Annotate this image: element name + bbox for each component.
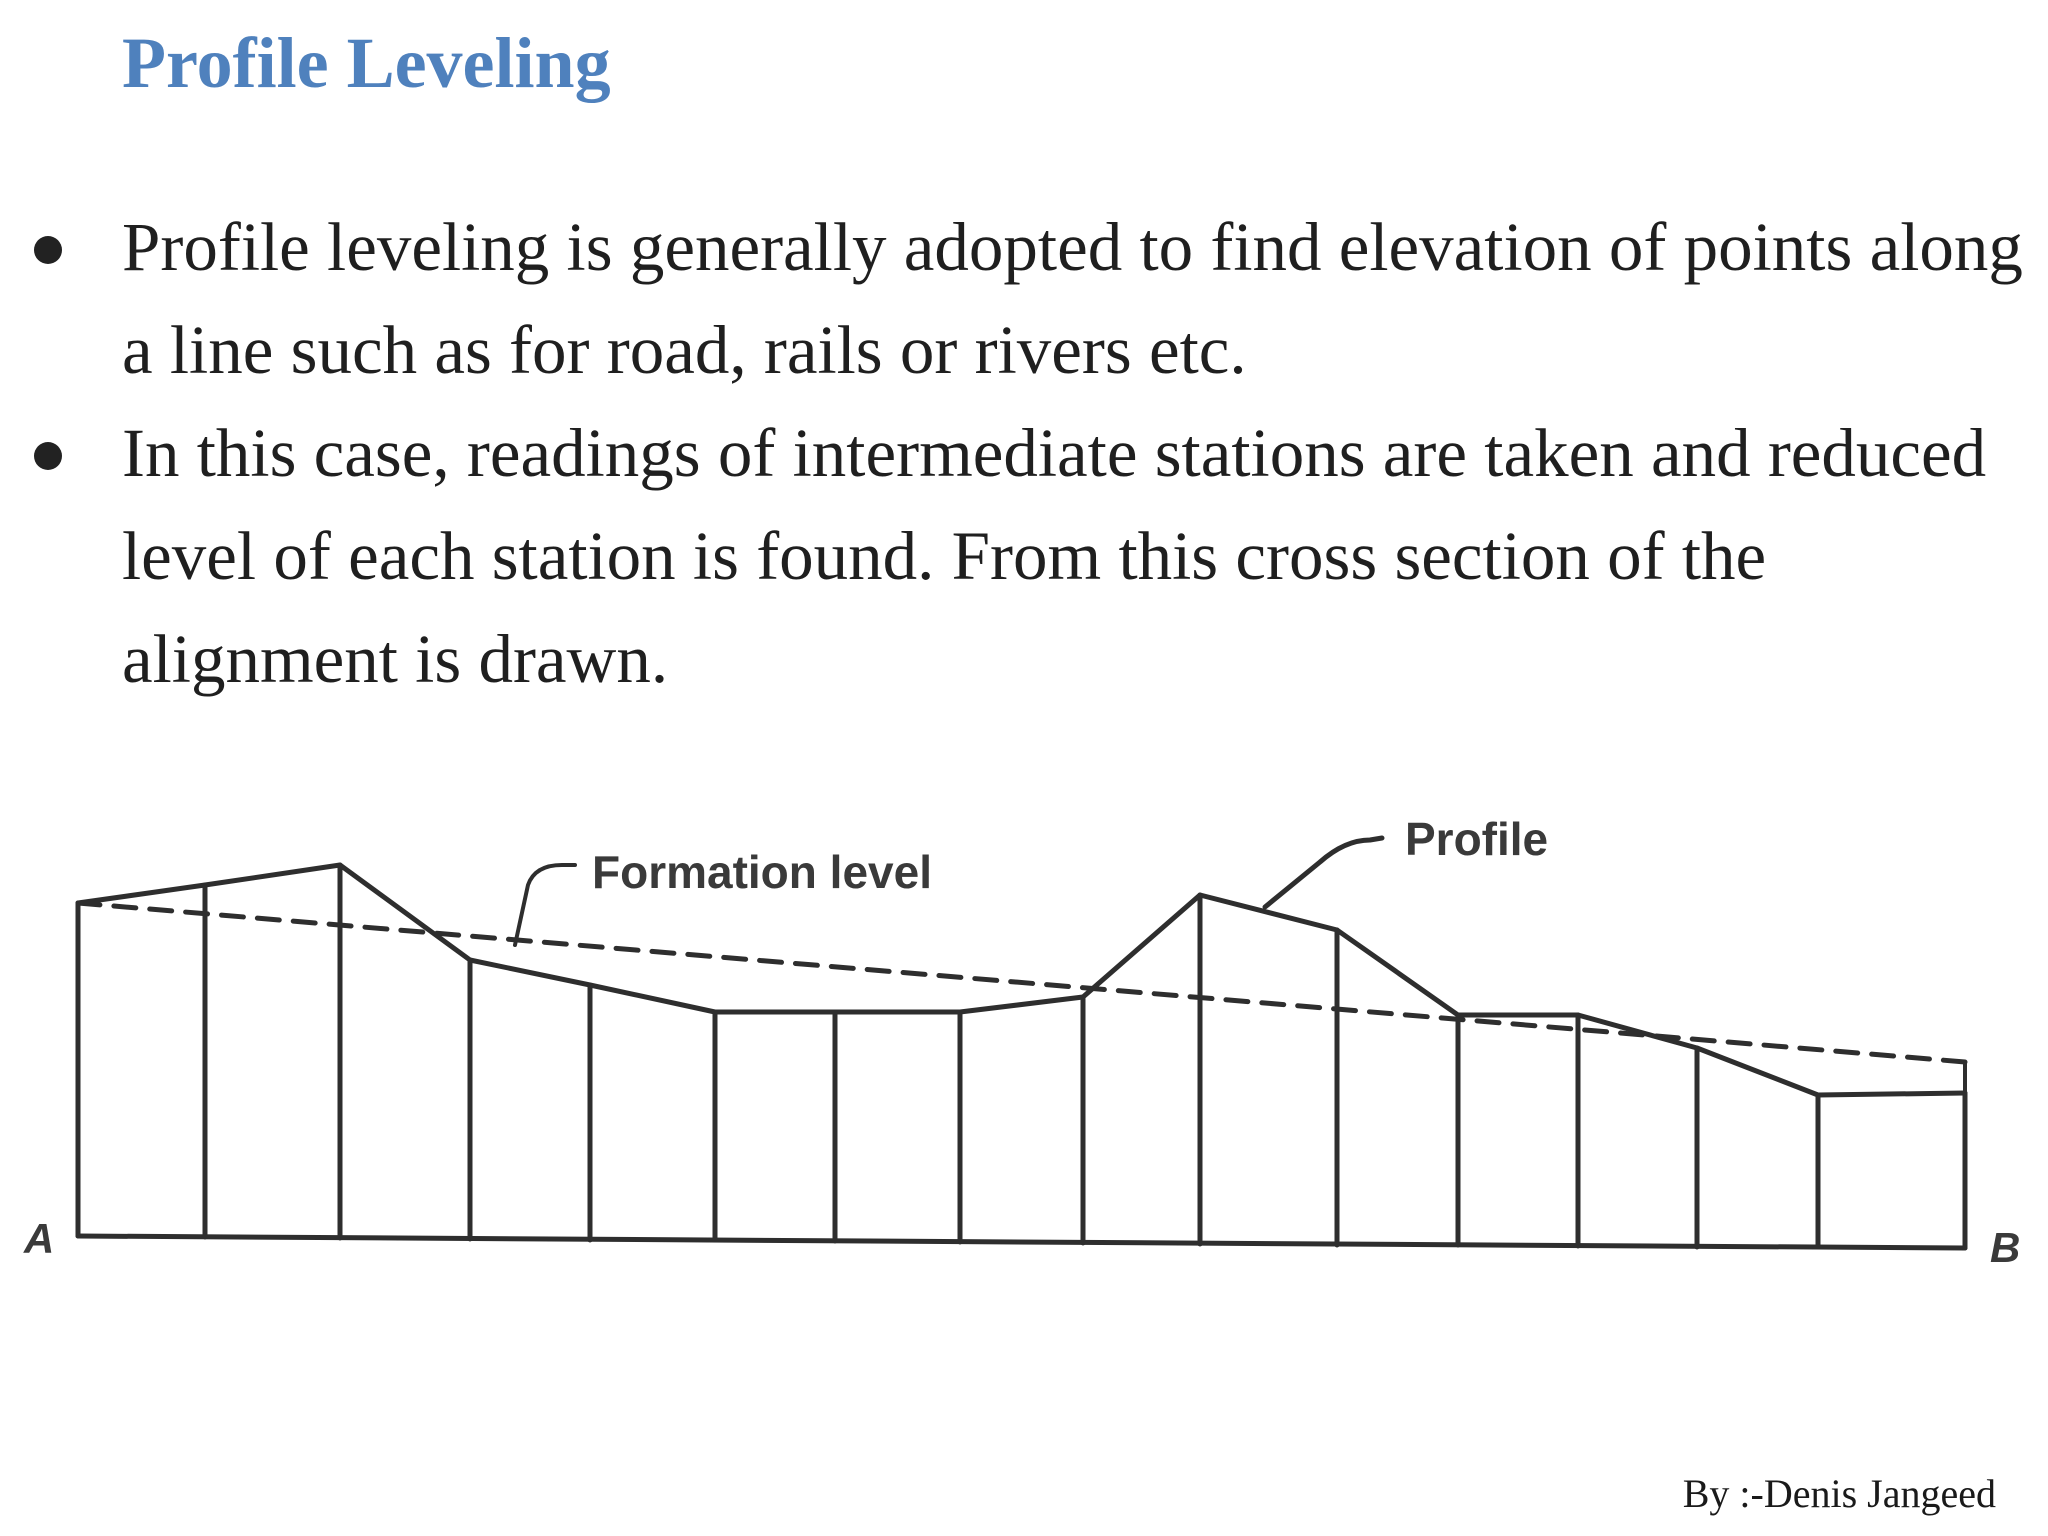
profile-leveling-diagram [0, 760, 2048, 1320]
bullet-item [0, 196, 2048, 402]
profile-label: Profile [1405, 813, 1549, 865]
bullet-dot-icon [34, 236, 62, 264]
profile-leader [1265, 838, 1382, 907]
author-credit: By :-Denis Jangeed [1682, 1471, 1996, 1516]
bullet-list [0, 196, 2048, 711]
bullet-text: In this case, readings of intermediate stations are taken and reduced level of each station is found. From this cross section of the alignment is drawn. [122, 415, 1987, 697]
formation-level-label: Formation level [592, 846, 932, 898]
formation-level-line [78, 903, 1965, 1062]
slide-title: Profile Leveling [122, 23, 611, 103]
bullet-item [0, 402, 2048, 711]
bullet-text: Profile leveling is generally adopted to find elevation of points along a line such as for road, rails or rivers etc. [122, 209, 2023, 388]
point-b-label: B [1990, 1224, 2021, 1271]
point-a-label: A [24, 1215, 55, 1262]
datum-line [78, 1236, 1965, 1248]
bullet-dot-icon [34, 442, 62, 470]
station-lines [78, 865, 1965, 1248]
formation-leader [515, 865, 575, 945]
